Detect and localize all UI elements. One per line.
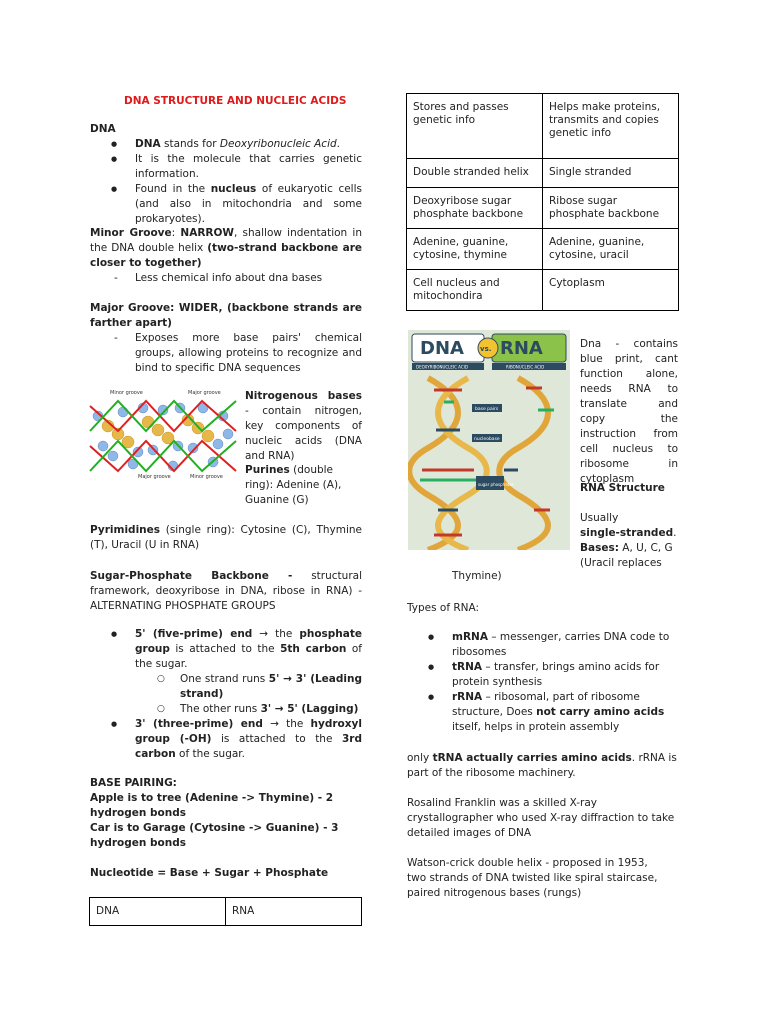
major-groove-label: Major groove: [138, 474, 171, 480]
minor-groove-label: Minor groove: [110, 390, 143, 396]
table-cell: Double stranded helix: [407, 159, 543, 188]
list-item: ● Found in the nucleus of eukaryotic cells (and also in mitochondria and some prokaryotes).: [90, 182, 362, 227]
list-item: - Exposes more base pairs' chemical groups, allowing proteins to recognize and bind to specific DNA sequences: [90, 331, 362, 376]
table-header-cell: DNA: [90, 898, 226, 926]
table-cell: Stores and passes genetic info: [407, 94, 543, 159]
list-item: ● It is the molecule that carries genetic information.: [90, 152, 362, 182]
table-header-cell: RNA: [226, 898, 362, 926]
table-cell: Cytoplasm: [543, 270, 679, 311]
dna-logo-text: DNA: [420, 338, 464, 359]
types-of-rna-heading: Types of RNA:: [407, 602, 480, 614]
list-item: - Less chemical info about dna bases: [90, 271, 362, 286]
list-item: ● 5' (five-prime) end → the phosphate group is attached to the 5th carbon of the sugar.: [90, 627, 362, 672]
major-groove-label: Major groove: [188, 390, 221, 396]
list-item: ● tRNA – transfer, brings amino acids for protein synthesis: [407, 660, 679, 690]
dna-vs-rna-illustration: [408, 330, 570, 550]
nucleotide-definition: Nucleotide = Base + Sugar + Phosphate: [90, 867, 329, 879]
table-row: [407, 188, 679, 229]
minor-groove-label: Minor groove: [190, 474, 223, 480]
table-cell: Deoxyribose sugar phosphate backbone: [407, 188, 543, 229]
rosalind-franklin-note: Rosalind Franklin was a skilled X-ray crystallographer who used X-ray diffraction to take detailed images of DNA: [407, 797, 675, 839]
trna-note: only tRNA actually carries amino acids. rRNA is part of the ribosome machinery.: [407, 752, 677, 779]
sugar-phosphates-label: sugar phosphates: [478, 482, 514, 487]
table-cell: Adenine, guanine, cytosine, uracil: [543, 229, 679, 270]
page-title: DNA STRUCTURE AND NUCLEIC ACIDS: [124, 95, 347, 107]
table-cell: Single stranded: [543, 159, 679, 188]
base-pairs-label: base pairs: [475, 407, 499, 412]
dna-groove-illustration: [88, 386, 238, 486]
rna-logo-text: RNA: [500, 338, 543, 359]
list-item: ● mRNA – messenger, carries DNA code to ribosomes: [407, 630, 679, 660]
vs-text: vs.: [480, 345, 492, 353]
minor-groove-section: Minor Groove: NARROW, shallow indentation in the DNA double helix (two-strand backbone are closer to together) - Less chemical info about dna bases: [90, 226, 362, 286]
watson-crick-note: Watson-crick double helix - proposed in 1953, two strands of DNA twisted like spiral staircase, paired nitrogenous bases (rungs): [407, 857, 658, 899]
table-row: [407, 94, 679, 159]
table-cell: Adenine, guanine, cytosine, thymine: [407, 229, 543, 270]
nucleobase-label: nucleobase: [474, 437, 500, 442]
dna-rna-table-header: [89, 897, 362, 926]
rna-structure-heading: RNA Structure: [580, 482, 665, 494]
thymine-continuation: Thymine): [452, 570, 502, 582]
rna-types-list: [407, 630, 679, 735]
rna-subtitle: RIBONUCLEIC ACID: [506, 364, 545, 370]
sugar-phosphate-backbone: Sugar-Phosphate Backbone - structural framework, deoxyribose in DNA, ribose in RNA) - ALTERNATING PHOSPHATE GROUPS: [90, 570, 362, 612]
table-cell: Cell nucleus and mitochondira: [407, 270, 543, 311]
dna-blueprint-note: Dna - contains blue print, cant function alone, needs RNA to translate and copy the instruction from cell nucleus to ribosome in cytoplasm: [580, 338, 678, 485]
dna-subtitle: DEOXYRIBONUCLEIC ACID: [416, 364, 468, 370]
list-item: ● 3' (three-prime) end → the hydroxyl group (-OH) is attached to the 3rd carbon of the sugar.: [90, 717, 362, 762]
table-cell: Ribose sugar phosphate backbone: [543, 188, 679, 229]
table-row: [407, 159, 679, 188]
dna-heading: DNA: [90, 123, 116, 135]
purines: Purines (double ring): Adenine (A), Guanine (G): [245, 464, 342, 506]
dna-rna-comparison-table: [406, 93, 679, 311]
table-row: [407, 229, 679, 270]
table-cell: Helps make proteins, transmits and copies genetic info: [543, 94, 679, 159]
dna-section: [90, 122, 362, 227]
dna-bullets: [90, 137, 362, 227]
table-row: [407, 270, 679, 311]
list-item: ● DNA stands for Deoxyribonucleic Acid.: [90, 137, 362, 152]
list-item: ○ One strand runs 5' → 3' (Leading strand): [90, 672, 362, 702]
nitrogenous-bases: Nitrogenous bases - contain nitrogen, key components of nucleic acids (DNA and RNA): [245, 390, 362, 462]
pyrimidines: Pyrimidines (single ring): Cytosine (C), Thymine (T), Uracil (U in RNA): [90, 524, 362, 551]
prime-ends-section: [90, 627, 362, 762]
list-item: ● rRNA – ribosomal, part of ribosome structure, Does not carry amino acids itself, helps in protein assembly: [407, 690, 679, 735]
list-item: ○ The other runs 3' → 5' (Lagging): [90, 702, 362, 717]
major-groove-section: Major Groove: WIDER, (backbone strands are farther apart) - Exposes more base pairs' chemical groups, allowing proteins to recognize and bind to specific DNA sequences: [90, 301, 362, 376]
base-pairing-section: BASE PAIRING: Apple is to tree (Adenine -> Thymine) - 2 hydrogen bonds Car is to Garage (Cytosine -> Guanine) - 3 hydrogen bonds: [90, 777, 339, 849]
rna-structure-text: Usually single-stranded. Bases: A, U, C, G (Uracil replaces: [580, 512, 677, 569]
